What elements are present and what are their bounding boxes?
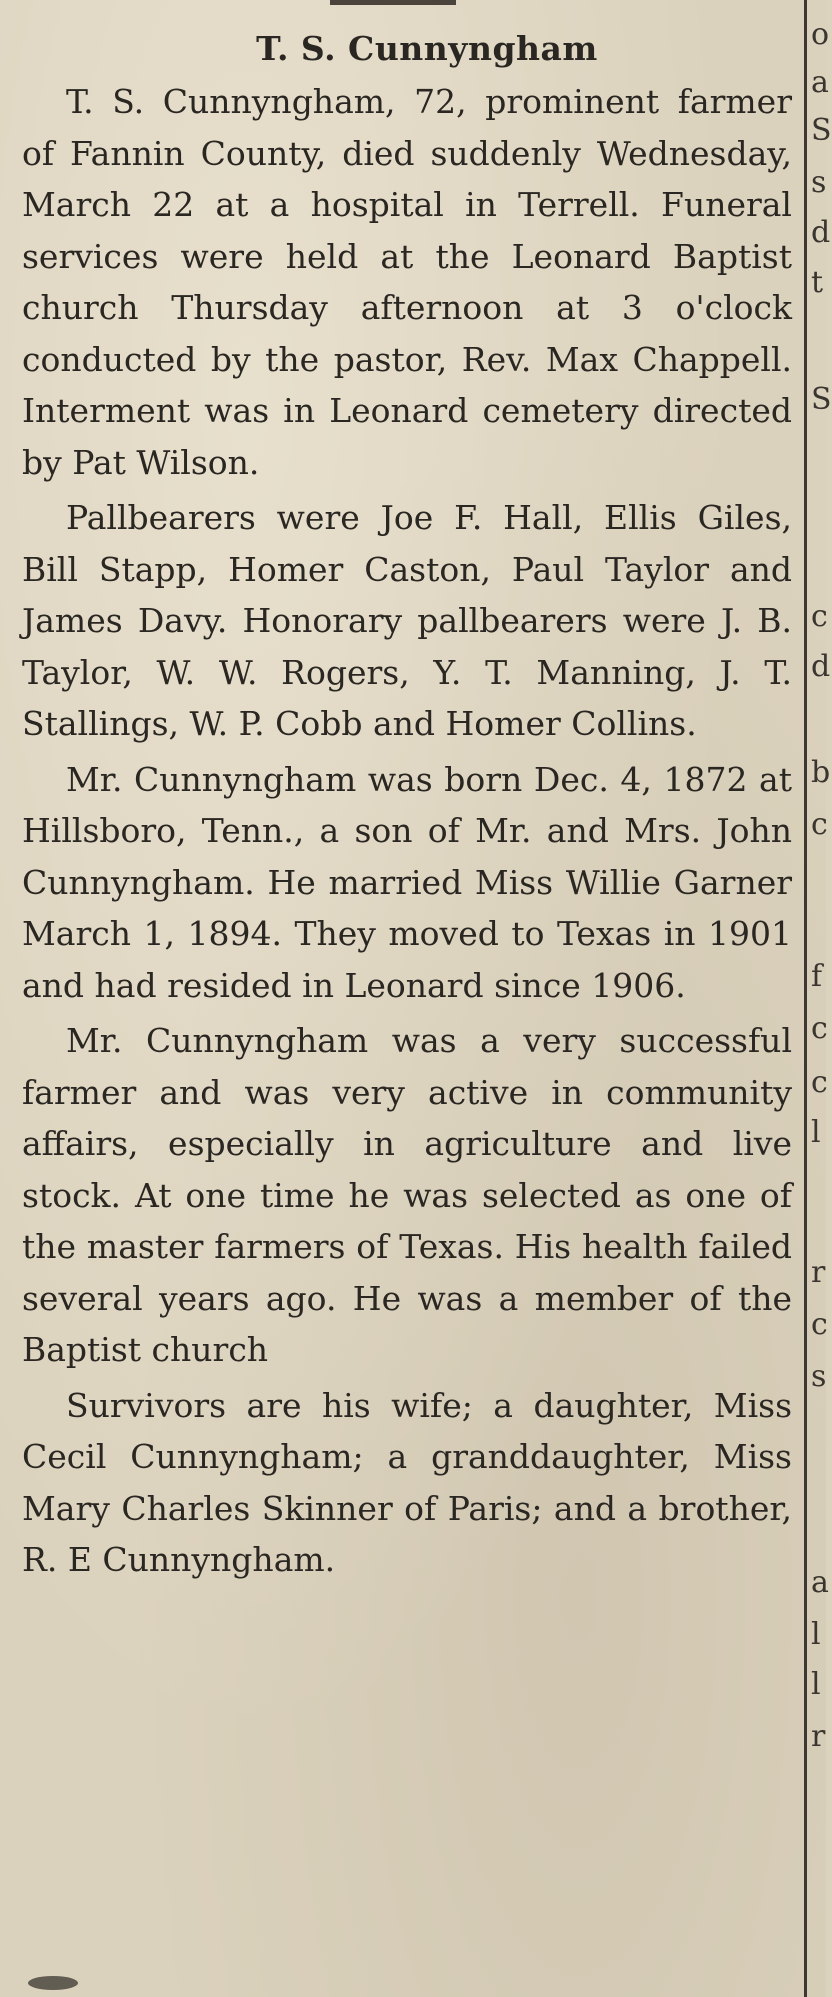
column-fragment: a <box>811 65 829 100</box>
column-fragment: o <box>811 17 830 52</box>
column-fragment: l <box>811 1115 821 1150</box>
column-fragment: l <box>811 1667 821 1702</box>
column-fragment: c <box>811 1065 828 1100</box>
top-rule <box>330 0 456 5</box>
column-fragment: d <box>811 215 831 250</box>
column-fragment: t <box>811 265 824 300</box>
column-fragment: c <box>811 807 828 842</box>
paragraph-death-notice: T. S. Cunnyngham, 72, prominent farmer of Fannin County, died suddenly Wednesday, March 22 at a hospital in Terrell. Funeral services were held at the Leonard Baptist church Thursday afternoon at 3 o'clock conducted by the pastor, Rev. Max Chappell. Interment was in Leonard cemetery directed by Pat Wilson. <box>22 82 792 482</box>
column-fragment: c <box>811 599 828 634</box>
column-fragment: S <box>811 382 832 417</box>
column-fragment: r <box>811 1719 826 1754</box>
column-fragment: c <box>811 1307 828 1342</box>
article-headline: T. S. Cunnyngham <box>256 29 598 68</box>
column-fragment: a <box>811 1565 829 1600</box>
adjacent-column-fragments <box>811 0 832 1997</box>
column-fragment: l <box>811 1617 821 1652</box>
obituary-article <box>22 22 792 1586</box>
column-fragment: s <box>811 1359 827 1394</box>
column-fragment: S <box>811 113 832 148</box>
paragraph-biography: Mr. Cunnyngham was born Dec. 4, 1872 at Hillsboro, Tenn., a son of Mr. and Mrs. John Cunnyngham. He married Miss Willie Garner March 1, 1894. They moved to Texas in 1901 and had resided in Leonard since 1906. <box>22 759 792 1005</box>
column-fragment: s <box>811 165 827 200</box>
paragraph-survivors: Survivors are his wife; a daughter, Miss Cecil Cunnyngham; a granddaughter, Miss Mary Charles Skinner of Paris; and a brother, R. E Cunnyngham. <box>22 1385 792 1579</box>
paragraph-pallbearers: Pallbearers were Joe F. Hall, Ellis Giles, Bill Stapp, Homer Caston, Paul Taylor and James Davy. Honorary pallbearers were J. B. Taylor, W. W. Rogers, Y. T. Manning, J. T. Stallings, W. P. Cobb and Homer Collins. <box>22 498 792 743</box>
column-fragment: d <box>811 649 831 684</box>
column-rule <box>804 0 807 1997</box>
column-fragment: c <box>811 1011 828 1046</box>
column-fragment: r <box>811 1255 826 1290</box>
column-fragment: f <box>811 959 823 994</box>
paragraph-career: Mr. Cunnyngham was a very successful farmer and was very active in community affairs, especially in agriculture and live stock. At one time he was selected as one of the master farmers of Texas. His health failed several years ago. He was a member of the Baptist church <box>22 1021 792 1369</box>
ink-smudge <box>28 1976 78 1990</box>
column-fragment: b <box>811 755 831 790</box>
